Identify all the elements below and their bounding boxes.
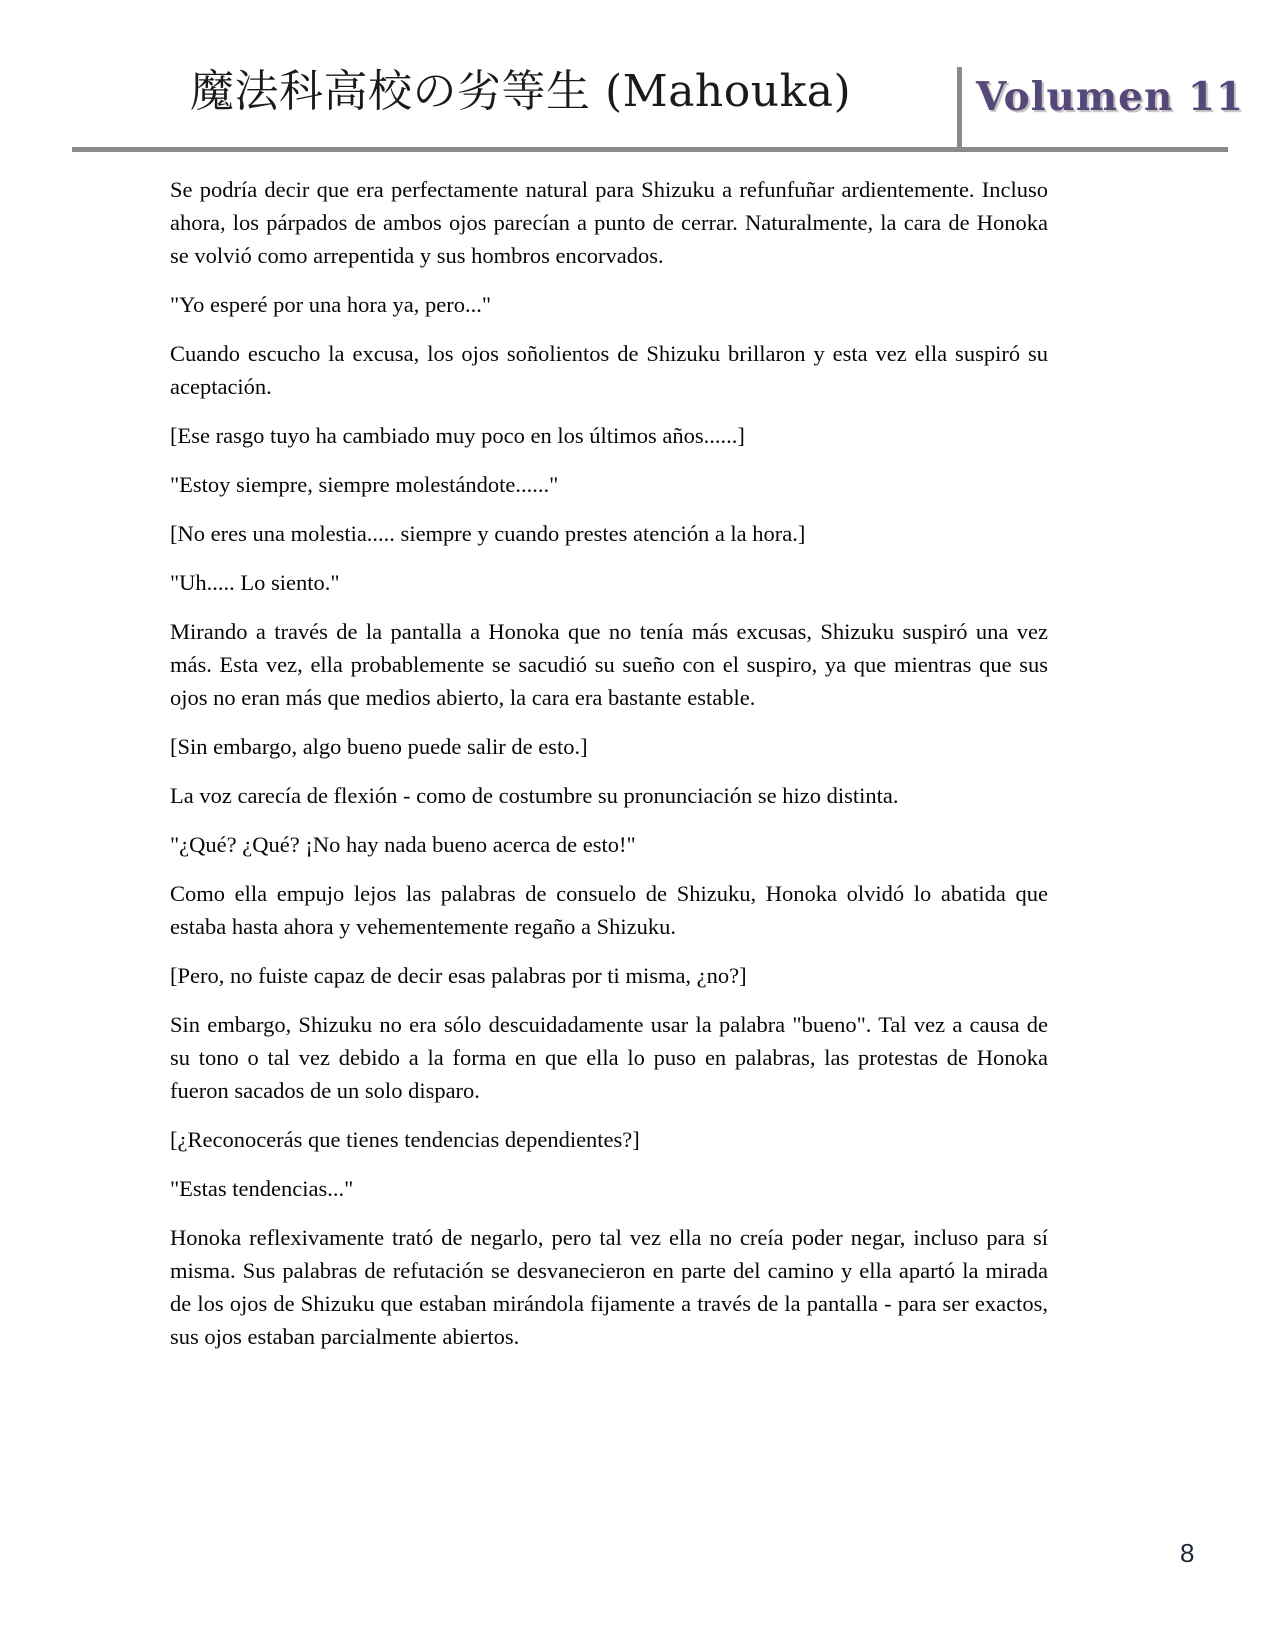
paragraph: "Yo esperé por una hora ya, pero..." — [170, 292, 491, 317]
paragraph: [No eres una molestia..... siempre y cuando prestes atención a la hora.] — [170, 521, 806, 546]
page-number: 8 — [1180, 1538, 1195, 1568]
paragraph: La voz carecía de flexión - como de costumbre su pronunciación se hizo distinta. — [170, 783, 899, 808]
header-horizontal-rule — [72, 147, 1228, 152]
document-title: 魔法科高校の劣等生 (Mahouka) — [190, 66, 852, 117]
paragraph: [Ese rasgo tuyo ha cambiado muy poco en los últimos años......] — [170, 423, 745, 448]
paragraph: Como ella empujo lejos las palabras de consuelo de Shizuku, Honoka olvidó lo abatida que estaba hasta ahora y vehementemente regaño a Shizuku. — [170, 881, 1048, 939]
header-vertical-divider — [957, 67, 962, 148]
paragraph: [Pero, no fuiste capaz de decir esas palabras por ti misma, ¿no?] — [170, 963, 747, 988]
body-text — [170, 173, 1048, 1353]
paragraph: [Sin embargo, algo bueno puede salir de esto.] — [170, 734, 588, 759]
paragraph: Mirando a través de la pantalla a Honoka que no tenía más excusas, Shizuku suspiró una vez más. Esta vez, ella probablemente se sacudió su sueño con el suspiro, ya que mientras que sus ojos no eran más que medios abierto, la cara era bastante estable. — [170, 619, 1048, 710]
paragraph: "Uh..... Lo siento." — [170, 570, 340, 595]
paragraph: "Estas tendencias..." — [170, 1176, 354, 1201]
volume-label: Volumen 11 — [976, 74, 1245, 120]
paragraph: Honoka reflexivamente trató de negarlo, pero tal vez ella no creía poder negar, incluso para sí misma. Sus palabras de refutación se desvanecieron en parte del camino y ella apartó la mirada de los ojos de Shizuku que estaban mirándola fijamente a través de la pantalla - para ser exactos, sus ojos estaban parcialmente abiertos. — [170, 1225, 1048, 1349]
paragraph: "Estoy siempre, siempre molestándote......" — [170, 472, 559, 497]
paragraph: "¿Qué? ¿Qué? ¡No hay nada bueno acerca de esto!" — [170, 832, 636, 857]
paragraph: [¿Reconocerás que tienes tendencias dependientes?] — [170, 1127, 640, 1152]
paragraph: Se podría decir que era perfectamente natural para Shizuku a refunfuñar ardientemente. Incluso ahora, los párpados de ambos ojos parecían a punto de cerrar. Naturalmente, la cara de Honoka se volvió como arrepentida y sus hombros encorvados. — [170, 177, 1048, 268]
page-header — [0, 0, 1275, 152]
paragraph: Cuando escucho la excusa, los ojos soñolientos de Shizuku brillaron y esta vez ella suspiró su aceptación. — [170, 341, 1048, 399]
paragraph: Sin embargo, Shizuku no era sólo descuidadamente usar la palabra "bueno". Tal vez a causa de su tono o tal vez debido a la forma en que ella lo puso en palabras, las protestas de Honoka fueron sacados de un solo disparo. — [170, 1012, 1048, 1103]
